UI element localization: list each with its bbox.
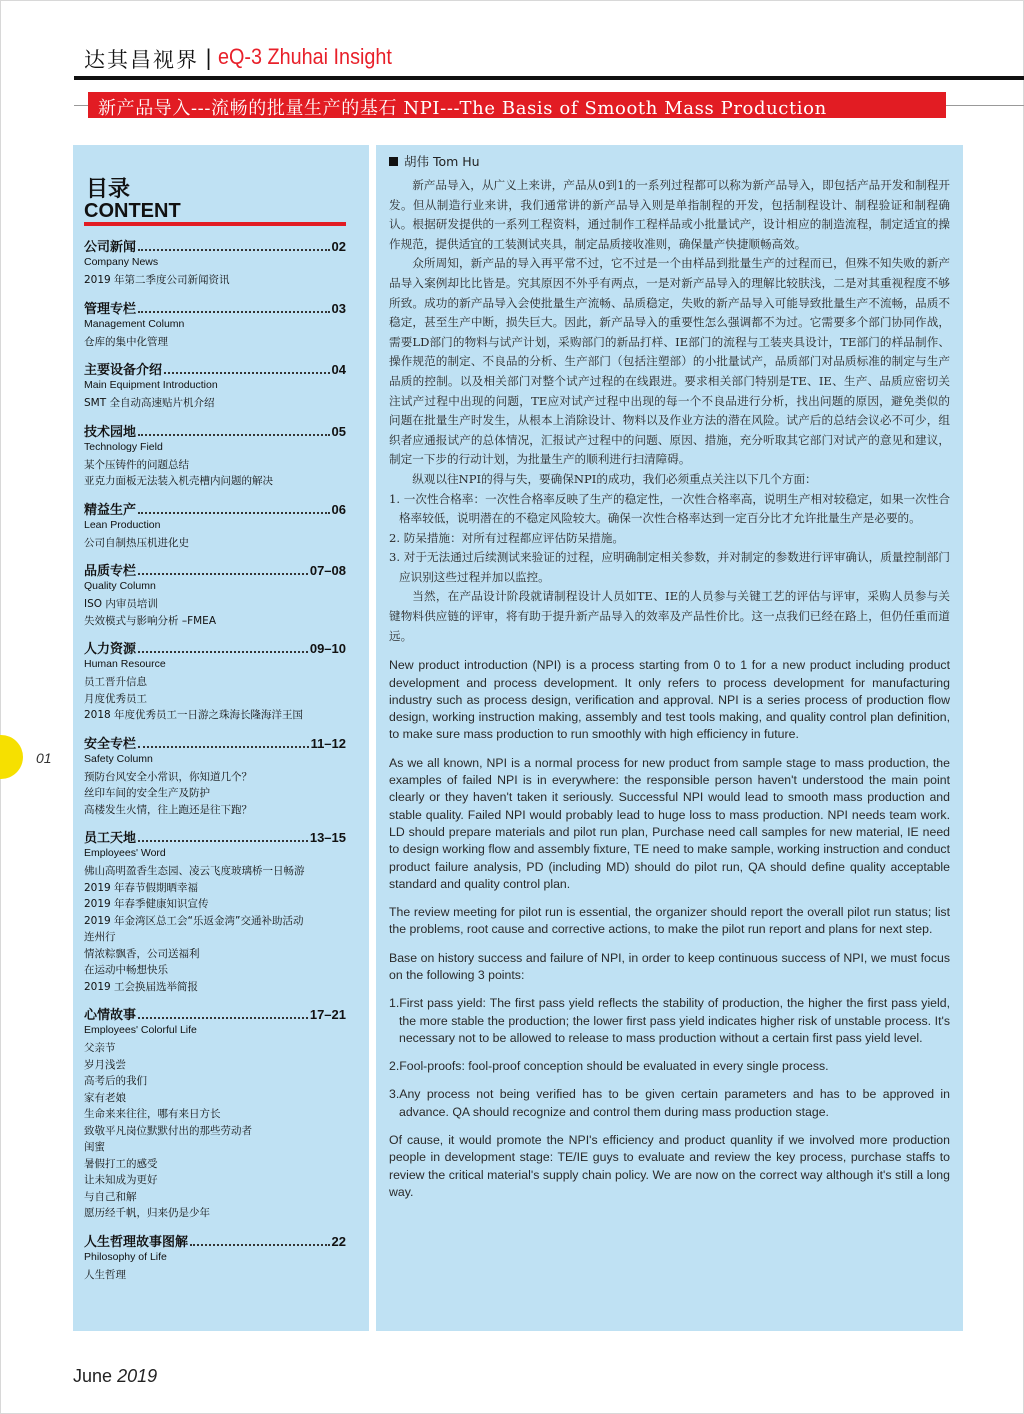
toc-page-number: 22 xyxy=(331,1233,346,1249)
cn-paragraph: 新产品导入，从广义上来讲，产品从0到1的一系列过程都可以称为新产品导入，即包括产品开发和制程开发。但从制造行业来讲，我们通常讲的新产品导入则是单指制程的开发，包括制程设计、制程验证和制程确认。根据研发提供的一系列工程资料，通过制作工程样品或小批量试产，设计相应的制造流程，制定适宜的操作规范，提供适宜的工装测试夹具，制定品质接收准则，确保量产快捷顺畅高效。 xyxy=(389,178,950,251)
toc-section-en-title: Employees' Colorful Life xyxy=(84,1024,197,1036)
toc-leader-dots xyxy=(138,433,330,436)
toc-section-title: 人生哲理故事图解 xyxy=(84,1234,189,1250)
toc-section-heading[interactable] xyxy=(84,638,346,657)
toc-title-cn: 目录 xyxy=(86,177,131,202)
toc-section-heading[interactable] xyxy=(84,733,346,752)
toc-section-title: 管理专栏 xyxy=(84,301,137,317)
toc-entry[interactable]: 员工晋升信息 xyxy=(84,676,147,688)
toc-entry[interactable]: 让未知成为更好 xyxy=(84,1174,158,1186)
toc-page-number: 06 xyxy=(331,501,346,517)
en-paragraph: As we all known, NPI is a normal process for new product from sample stage to mass production, the examples of failed NPI is in everywhere: the responsible person haven't understood the main point clearly or they haven't taken it seriously. Successful NPI would lead to smooth mass production and stable quality. Failed NPI would probably lead to huge loss to mass production. NPI needs team work. LD should prepare materials and pilot run plan, Purchase need call samples for new material, IE need to design working flow and assembly fixture, TE need to make sample, working instruction and conduct product failure analysis, PD (including MD) should do pilot run, QA should define quality acceptable standard and quality control plan. xyxy=(389,755,950,891)
article-body xyxy=(389,152,950,1201)
cn-list-item: 2. 防呆措施：对所有过程都应评估防呆措施。 xyxy=(389,530,625,545)
toc-entry[interactable]: 致敬平凡岗位默默付出的那些劳动者 xyxy=(84,1124,252,1137)
toc-page-number: 03 xyxy=(331,300,346,316)
toc-entry[interactable]: 2019 年春节假期晒幸福 xyxy=(84,881,199,894)
toc-section-title: 人力资源 xyxy=(84,642,137,657)
toc-entry[interactable]: 月度优秀员工 xyxy=(84,692,147,705)
toc-leader-dots xyxy=(138,650,308,653)
toc-title-underline xyxy=(84,222,346,226)
toc-entry[interactable]: 与自己和解 xyxy=(84,1190,137,1203)
toc-entry[interactable]: 失效模式与影响分析 –FMEA xyxy=(84,614,217,627)
issue-year: 2019 xyxy=(117,1366,158,1386)
toc-section-heading[interactable] xyxy=(84,236,346,255)
en-paragraph: Base on history success and failure of NPI, in order to keep continuous success of NPI, we must focus on the following 3 points: xyxy=(389,950,950,982)
en-list-item: 1.First pass yield: The first pass yield reflects the stability of production, the higher the first pass yield, the more stable the production; the lower first pass yield indicates higher risk of unstable process. It's necessary not to be allowed to release to mass production without a certain first pass yield level. xyxy=(389,996,950,1045)
toc-section[interactable] xyxy=(84,638,346,724)
toc-entry[interactable]: 闺蜜 xyxy=(84,1141,105,1153)
toc-section-heading[interactable] xyxy=(84,298,346,317)
toc-section-en-title: Human Resource xyxy=(84,658,166,670)
toc-section[interactable] xyxy=(84,1004,346,1222)
toc-entry[interactable]: 2019 年金湾区总工会“乐返金湾”交通补助活动 xyxy=(84,914,304,927)
toc-section-heading[interactable] xyxy=(84,1004,346,1023)
toc-entry[interactable]: 父亲节 xyxy=(84,1042,116,1054)
author-name: 胡伟 Tom Hu xyxy=(404,154,480,169)
toc-leader-dots xyxy=(138,1016,308,1019)
toc-section[interactable] xyxy=(84,827,346,995)
toc-section-en-title: Company News xyxy=(84,256,159,268)
toc-section-title: 员工天地 xyxy=(84,831,137,846)
toc-entry[interactable]: 2019 年第二季度公司新闻资讯 xyxy=(84,274,230,286)
cn-paragraph: 当然，在产品设计阶段就请制程设计人员如TE、IE的人员参与关键工艺的评估与评审，采购人员参与关键物料供应链的评审，将有助于提升新产品导入的效率及产品性价比。这一点我们已经在路上，但仍任重而道远。 xyxy=(389,589,950,643)
cn-list-item: 3. 对于无法通过后续测试来验证的过程，应明确制定相关参数，并对制定的参数进行评审确认，质量控制部门应识别这些过程并加以监控。 xyxy=(389,550,950,584)
toc-section-heading[interactable] xyxy=(84,499,346,518)
toc-section[interactable] xyxy=(84,359,346,412)
toc-entry[interactable]: 2018 年度优秀员工一日游之珠海长隆海洋王国 xyxy=(84,709,304,721)
magazine-title-cn: 达其昌视界 xyxy=(84,48,199,72)
toc-leader-dots xyxy=(138,511,330,514)
toc-section-heading[interactable] xyxy=(84,421,346,440)
article-byline xyxy=(389,152,950,170)
issue-date xyxy=(73,1366,157,1387)
magazine-title-en: eQ-3 Zhuhai Insight xyxy=(218,44,392,69)
en-list-item: 3.Any process not being verified has to be given certain parameters and has to be approved in advance. QA should recognize and control them during mass production stage. xyxy=(389,1087,950,1119)
toc-section-title: 安全专栏 xyxy=(84,736,137,752)
page-number: 01 xyxy=(36,750,52,766)
toc-section-title: 公司新闻 xyxy=(84,240,137,255)
toc-section-heading[interactable] xyxy=(84,1231,346,1250)
toc-entry[interactable]: 情浓粽飘香，公司送福利 xyxy=(84,947,200,960)
toc-page-number: 11–12 xyxy=(310,735,346,751)
toc-section-en-title: Main Equipment Introduction xyxy=(84,379,218,391)
toc-entry[interactable]: 高楼发生火情，往上跑还是往下跑？ xyxy=(84,803,252,816)
toc-entry[interactable]: 丝印车间的安全生产及防护 xyxy=(84,787,210,799)
toc-entry[interactable]: 暑假打工的感受 xyxy=(84,1157,158,1170)
toc-entry[interactable]: 2019 工会换届选举简报 xyxy=(84,980,199,993)
toc-section-title: 精益生产 xyxy=(84,502,137,518)
toc-section[interactable] xyxy=(84,733,346,819)
toc-page-number: 05 xyxy=(331,423,346,439)
toc-section-en-title: Management Column xyxy=(84,317,185,330)
toc-section[interactable] xyxy=(84,421,346,490)
toc-entry[interactable]: 预防台风安全小常识，你知道几个？ xyxy=(84,770,252,783)
toc-section-title: 主要设备介绍 xyxy=(84,363,163,378)
toc-entry[interactable]: 生命来来往往，哪有来日方长 xyxy=(84,1108,221,1120)
en-paragraph: New product introduction (NPI) is a process starting from 0 to 1 for a new product including product development and process development. It only refers to process development for manufacturing industry such as process design, verification and approval. NPI is a series process of production flow design, working instruction making, assembly and test tools making, and quality control plan definition, to make sure mass production to run smoothly with high efficiency in future. xyxy=(389,658,950,742)
cn-list-item: 1. 一次性合格率：一次性合格率反映了生产的稳定性，一次性合格率高，说明生产相对较稳定，如果一次性合格率较低，说明潜在的不稳定风险较大。确保一次性合格率达到一定百分比才允许批量生产是必要的。 xyxy=(389,491,950,526)
en-paragraph: Of cause, it would promote the NPI's efficiency and product quanlity if we involved more production people in development stage: TE/IE guys to evaluate and review the key process, purchase staffs to review the critical material's supply chain policy. We are now on the correct way although it's still a long way. xyxy=(389,1133,950,1199)
toc-page-number: 09–10 xyxy=(309,641,346,656)
square-bullet-icon xyxy=(389,157,398,166)
issue-month: June xyxy=(73,1366,113,1386)
toc-section[interactable] xyxy=(84,560,346,629)
toc-entry[interactable]: 2019 年春季健康知识宣传 xyxy=(84,898,209,910)
toc-section[interactable] xyxy=(84,298,346,351)
toc-section-title: 技术园地 xyxy=(84,424,137,440)
toc-entry[interactable]: 高考后的我们 xyxy=(84,1075,147,1087)
toc-leader-dots xyxy=(138,572,308,575)
toc-leader-dots xyxy=(138,310,330,313)
toc-page-number: 07–08 xyxy=(309,563,346,578)
toc-entry[interactable]: 某个压铸件的问题总结 xyxy=(84,458,189,471)
toc-leader-dots xyxy=(138,839,308,842)
toc-entry[interactable]: SMT 全自动高速贴片机介绍 xyxy=(84,397,215,409)
toc-entry[interactable]: ISO 内审员培训 xyxy=(84,598,158,610)
toc-entry[interactable]: 仓库的集中化管理 xyxy=(84,335,168,348)
header-rule xyxy=(74,76,1024,80)
toc-section-en-title: Safety Column xyxy=(84,752,153,765)
toc-entry[interactable]: 家有老娘 xyxy=(84,1091,126,1104)
cn-paragraph: 纵观以往NPI的得与失，要确保NPI的成功，我们必须重点关注以下几个方面： xyxy=(412,471,817,486)
toc-page-number: 02 xyxy=(331,239,346,254)
toc-entry[interactable]: 公司自制热压机进化史 xyxy=(84,536,189,549)
toc-page-number: 04 xyxy=(331,362,346,377)
toc-list xyxy=(84,236,346,1292)
toc-section-title: 品质专栏 xyxy=(84,564,137,579)
toc-leader-dots xyxy=(164,371,330,374)
toc-section-en-title: Quality Column xyxy=(84,580,156,592)
toc-section[interactable] xyxy=(84,1231,346,1284)
cn-paragraph: 众所周知，新产品的导入再平常不过，它不过是一个由样品到批量生产的过程而已，但殊不知失败的新产品导入案例却比比皆是。究其原因不外乎有两点，一是对新产品导入的理解比较肤浅，二是对其重视程度不够所致。成功的新产品导入会使批量生产流畅、品质稳定，失败的新产品导入可能导致批量生产不流畅，品质不稳定，甚至生产中断，损失巨大。因此，新产品导入的重要性怎么强调都不为过。它需要多个部门协同作战，需要LD部门的物料与试产计划，采购部门的新品打样、IE部门的流程与工装夹具设计，TE部门的样品制作、操作规范的制定、不良品的分析、生产部门（包括注塑部）的小批量试产，品质部门对品质标准的制定与生产品质的控制。以及相关部门对整个试产过程的在线跟进。要求相关部门特别是TE、IE、生产、品质应密切关注试产过程中出现的问题，TE应对试产过程中出现的每一个不良品进行分析，找出问题的原因，避免类似的问题在批量生产时发生，从根本上消除设计、物料以及作业方法的潜在风险。试产后的总结会议必不可少，组织者应通报试产的总体情况，汇报试产过程中的问题、原因、措施，充分听取其它部门对试产的意见和建议，制定一下步的行动计划，为批量生产的顺利进行扫清障碍。 xyxy=(389,256,950,467)
toc-section-en-title: Lean Production xyxy=(84,518,161,531)
toc-entry[interactable]: 连州行 xyxy=(84,931,116,943)
toc-section-heading[interactable] xyxy=(84,827,346,846)
toc-entry[interactable]: 人生哲理 xyxy=(84,1268,126,1281)
toc-section[interactable] xyxy=(84,236,346,289)
toc-entry[interactable]: 亚克力面板无法装入机壳槽内问题的解决 xyxy=(84,475,273,487)
toc-page-number: 17–21 xyxy=(309,1007,346,1022)
toc-entry[interactable]: 岁月浅尝 xyxy=(84,1058,126,1071)
toc-leader-dots xyxy=(138,248,330,251)
toc-entry[interactable]: 佛山高明盈香生态园、凌云飞度玻璃桥一日畅游 xyxy=(84,865,305,877)
en-paragraph: The review meeting for pilot run is essential, the organizer should report the overall pilot run status; list the problems, root cause and corrective actions, to make the pilot run report and plans for next step. xyxy=(389,905,950,937)
article-title: 新产品导入---流畅的批量生产的基石 NPI---The Basis of Smooth Mass Production xyxy=(98,98,827,119)
toc-section[interactable] xyxy=(84,499,346,552)
toc-section-heading[interactable] xyxy=(84,359,346,378)
toc-leader-dots xyxy=(190,1243,330,1246)
toc-entry[interactable]: 愿历经千帆，归来仍是少年 xyxy=(84,1207,210,1219)
toc-section-en-title: Philosophy of Life xyxy=(84,1250,167,1263)
toc-title-en: CONTENT xyxy=(84,200,181,222)
toc-section-en-title: Technology Field xyxy=(84,440,163,453)
en-list-item: 2.Fool-proofs: fool-proof conception should be evaluated in every single process. xyxy=(389,1059,829,1074)
toc-section-heading[interactable] xyxy=(84,560,346,579)
header-separator: | xyxy=(205,46,213,70)
toc-leader-dots xyxy=(138,745,309,748)
toc-section-en-title: Employees' Word xyxy=(84,847,166,859)
toc-entry[interactable]: 在运动中畅想快乐 xyxy=(84,964,168,976)
toc-section-title: 心情故事 xyxy=(84,1008,137,1023)
toc-page-number: 13–15 xyxy=(309,830,346,845)
